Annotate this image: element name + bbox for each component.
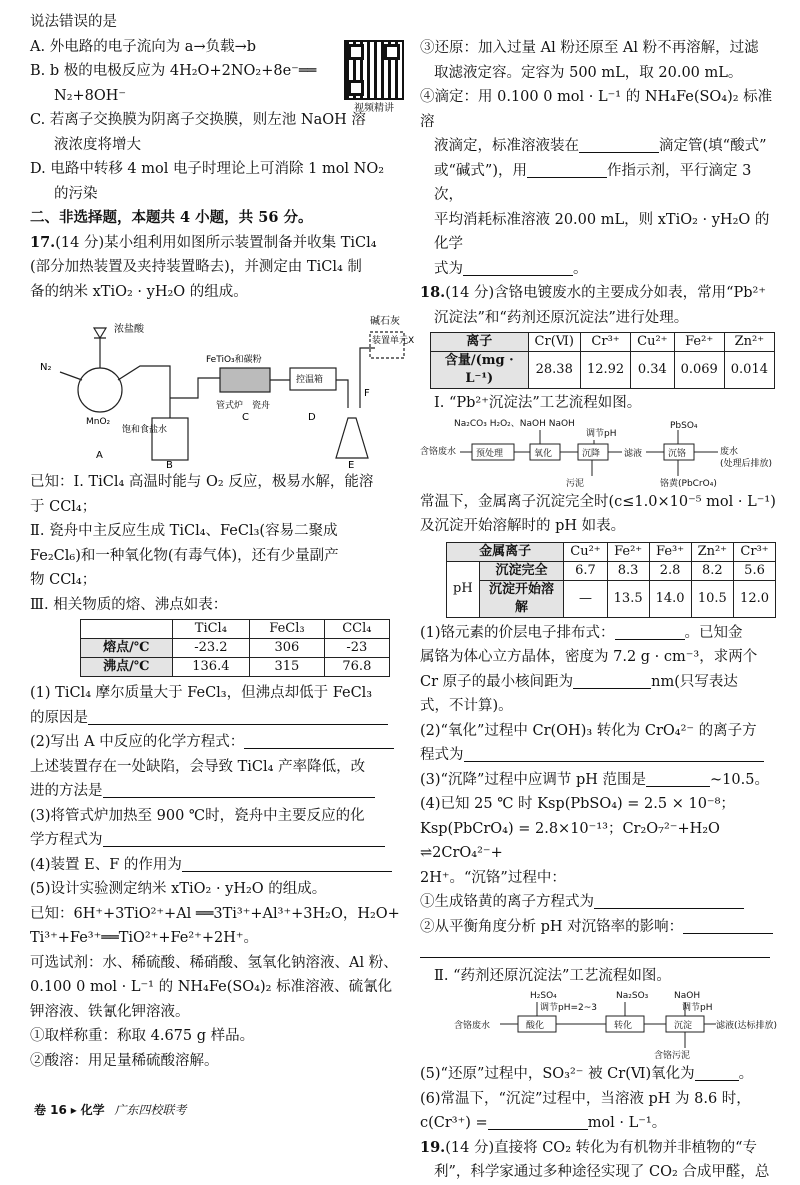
table-row: 熔点/℃ -23.2 306 -23: [81, 639, 390, 658]
subquestion: 已知：6H⁺+3TiO²⁺+Al ══3Ti³⁺+Al³⁺+3H₂O，H₂O+: [30, 905, 400, 922]
subquestion: (1)铬元素的价层电子排布式： 。已知金: [420, 621, 780, 646]
q16-option: N₂+8OH⁻: [54, 87, 127, 104]
flow-label: H₂SO₄: [530, 991, 557, 1001]
q18-number: 18.: [420, 284, 446, 301]
q16-tail: 说法错误的是: [30, 14, 117, 30]
flow-step: 滤液: [624, 448, 643, 459]
known-text: 已知：Ⅰ. TiCl₄ 高温时能与 O₂ 反应，极易水解，能溶: [30, 474, 374, 490]
known-text: 于 CCl₄；: [30, 498, 97, 515]
flow-step: 预处理: [476, 448, 504, 459]
q17-step: ③还原：加入过量 Al 粉还原至 Al 粉不再溶解，过滤: [420, 40, 759, 56]
flow-step: 沉铬: [668, 448, 687, 459]
flask-a: [78, 368, 122, 412]
tube-bc: [170, 378, 220, 398]
subquestion: (4)装置 E、F 的作用为: [30, 853, 408, 878]
q19-intro: 利”，科学家通过多种途径实现了 CO₂ 合成甲醛，总: [434, 1164, 770, 1180]
footer-subject: 化学: [80, 1103, 105, 1117]
diagram-label: FeTiO₃和碳粉: [206, 355, 262, 365]
flow-label: Na₂SO₃: [616, 991, 649, 1001]
q19-number: 19.: [420, 1138, 446, 1156]
tube-furnace: [220, 368, 270, 392]
flow-label: 铬黄(PbCrO₄): [660, 478, 717, 489]
apparatus-diagram: [30, 308, 415, 471]
flow-label: 废水: [720, 446, 739, 457]
subquestion: 上述装置存在一处缺陷，会导致 TiCl₄ 产率降低，改: [30, 758, 366, 775]
qr-code[interactable]: [342, 40, 406, 116]
q17-step: 取滤液定容。定容为 500 mL，取 20.00 mL。: [434, 64, 743, 81]
answer-blank[interactable]: [488, 1112, 588, 1130]
subquestion: 钾溶液、铁氰化钾溶液。: [30, 1003, 190, 1020]
diagram-label: 管式炉: [216, 401, 244, 411]
flow-label: PbSO₄: [670, 420, 698, 431]
subquestion: 式，不计算)。: [420, 698, 513, 714]
flow-label: (处理后排放): [720, 458, 773, 469]
diagram-label: 装置单元X: [372, 336, 415, 346]
subquestion: (6)常温下，“沉淀”过程中，当溶液 pH 为 8.6 时，: [420, 1090, 751, 1107]
subquestion: ②从平衡角度分析 pH 对沉铬率的影响：: [420, 915, 780, 940]
flow-step: 酸化: [526, 1021, 545, 1031]
answer-blank[interactable]: [463, 258, 573, 276]
paragraph: 及沉淀开始溶解时的 pH 如表。: [420, 518, 626, 534]
subquestion: Ksp(PbCrO₄) = 2.8×10⁻¹³；Cr₂O₇²⁻+H₂O ⇌2CrO₄²⁻+: [420, 820, 720, 861]
flow-label: 调节pH: [586, 428, 617, 439]
paragraph: 常温下，金属离子沉淀完全时(c≤1.0×10⁻⁵ mol · L⁻¹): [420, 493, 776, 510]
answer-blank[interactable]: [103, 780, 375, 798]
right-column: [420, 36, 780, 1185]
diagram-label: 碱石灰: [370, 316, 400, 327]
answer-blank[interactable]: [420, 940, 770, 958]
subquestion: (2)写出 A 中反应的化学方程式：: [30, 730, 408, 755]
answer-line: [420, 939, 780, 964]
q17-step: 平均消耗标准溶液 20.00 mL，则 xTiO₂ · yH₂O 的化学: [434, 211, 770, 252]
subquestion: (4)已知 25 ℃ 时 Ksp(PbSO₄) = 2.5 × 10⁻⁸；: [420, 796, 735, 812]
known-text: Ⅱ. 瓷舟中主反应生成 TiCl₄、FeCl₃(容易二聚成: [30, 523, 338, 539]
subquestion: 程式为: [420, 743, 780, 768]
known-text: 物 CCl₄；: [30, 572, 97, 588]
subquestion: (3)将管式炉加热至 900 ℃时，瓷舟中主要反应的化: [30, 807, 365, 824]
flow-label: 含铬废水: [420, 446, 457, 457]
flow1-title: Ⅰ. “Pb²⁺沉淀法”工艺流程如图。: [434, 395, 642, 411]
diagram-letter: B: [166, 460, 173, 471]
flow-label: 含铬污泥: [654, 1051, 691, 1061]
subquestion: Ti³⁺+Fe³⁺══TiO²⁺+Fe²⁺+2H⁺。: [30, 930, 258, 946]
subquestion: ①取样称重：称取 4.675 g 样品。: [30, 1028, 255, 1044]
q17-step: ④滴定：用 0.100 0 mol · L⁻¹ 的 NH₄Fe(SO₄)₂ 标准溶: [420, 89, 773, 130]
subquestion: 进的方法是: [30, 779, 408, 804]
table-row: 沉淀开始溶解 — 13.5 14.0 10.5 12.0: [447, 580, 776, 617]
flow-label: 滤液(达标排放): [716, 1021, 778, 1031]
ion-table: 离子 Cr(Ⅵ) Cr³⁺ Cu²⁺ Fe²⁺ Zn²⁺ 含量/(mg · L⁻¹) 28.38 12.92 0.34 0.069 0.014: [430, 332, 775, 389]
section-heading: 二、非选择题，本题共 4 小题，共 56 分。: [30, 209, 313, 226]
flow-label: Na₂CO₃ H₂O₂、NaOH NaOH: [454, 418, 575, 429]
subquestion: Cr 原子的最小核间距为 nm(只写表达: [420, 670, 780, 695]
answer-blank[interactable]: [579, 135, 659, 153]
flow-step: 沉降: [582, 448, 601, 459]
subquestion: 的原因是: [30, 706, 408, 731]
answer-blank[interactable]: [527, 160, 607, 178]
footer-school: 广东四校联考: [114, 1103, 187, 1117]
q18-intro: 18.(14 分)含铬电镀废水的主要成分如表，常用“Pb²⁺: [420, 284, 767, 301]
answer-blank[interactable]: [573, 671, 651, 689]
q17-intro: 备的纳米 xTiO₂ · yH₂O 的组成。: [30, 283, 248, 300]
diagram-label: N₂: [40, 362, 52, 373]
q17-intro: (部分加热装置及夹持装置略去)，并测定由 TiCl₄ 制: [30, 259, 362, 275]
q16-option: 液浓度将增大: [54, 136, 141, 153]
dropping-funnel: [94, 328, 106, 368]
q16-option: 的污染: [54, 185, 98, 202]
q16-option: A. 外电路的电子流向为 a→负载→b: [30, 38, 257, 55]
answer-blank[interactable]: [103, 829, 385, 847]
flow-label: NaOH: [674, 991, 701, 1001]
answer-blank[interactable]: [594, 891, 744, 909]
diagram-label: MnO₂: [86, 417, 111, 427]
answer-blank[interactable]: [244, 731, 394, 749]
qr-code-icon: [344, 40, 404, 100]
subquestion: (1) TiCl₄ 摩尔质量大于 FeCl₃，但沸点却低于 FeCl₃: [30, 685, 373, 701]
diagram-label: 瓷舟: [252, 401, 271, 411]
diagram-letter: A: [96, 450, 103, 461]
subquestion: (5)“还原”过程中，SO₃²⁻ 被 Cr(Ⅵ)氧化为 。: [420, 1062, 780, 1087]
table-row: pH 沉淀完全 6.7 8.3 2.8 8.2 5.6: [447, 561, 776, 580]
answer-blank[interactable]: [182, 854, 392, 872]
flow-label: 含铬废水: [454, 1021, 491, 1031]
diagram-letter: C: [242, 412, 249, 423]
subquestion: 学方程式为: [30, 828, 408, 853]
answer-blank[interactable]: [88, 707, 388, 725]
flow-step: 氧化: [534, 448, 553, 459]
q16-option: B. b 极的电极反应为 4H₂O+2NO₂+8e⁻══: [30, 63, 317, 79]
answer-blank[interactable]: [695, 1063, 739, 1081]
answer-blank[interactable]: [646, 769, 710, 787]
q17-step: 液滴定，标准溶液装在 滴定管(填“酸式”: [420, 134, 780, 159]
diagram-label: 饱和食盐水: [122, 425, 168, 435]
left-column: [30, 14, 415, 1073]
subquestion: (2)“氧化”过程中 Cr(OH)₃ 转化为 CrO₄²⁻ 的离子方: [420, 722, 757, 739]
q16-option: C. 若离子交换膜为阴离子交换膜，则左池 NaOH 溶: [30, 112, 366, 128]
subquestion: 属铬为体心立方晶体，密度为 7.2 g · cm⁻³，求两个: [420, 649, 758, 665]
answer-blank[interactable]: [464, 744, 764, 762]
diagram-letter: D: [308, 412, 316, 423]
q19-intro: 19.(14 分)直接将 CO₂ 转化为有机物并非植物的“专: [420, 1138, 758, 1156]
flow-label: 调节pH=2~3: [540, 1003, 598, 1013]
answer-blank[interactable]: [615, 622, 685, 640]
diagram-label: F: [364, 388, 370, 399]
table-row: 沸点/℃ 136.4 315 76.8: [81, 658, 390, 677]
q17-step: 或“碱式”)，用 作指示剂，平行滴定 3 次，: [420, 159, 780, 208]
subquestion: 2H⁺。“沉铬”过程中：: [420, 869, 566, 886]
diagram-label: 控温箱: [296, 375, 324, 385]
flow-step: 沉淀: [674, 1021, 693, 1031]
q17-intro: 17.(14 分)某小组利用如图所示装置制备并收集 TiCl₄: [30, 233, 377, 251]
footer-vol: 卷 16: [34, 1103, 67, 1117]
flow-label: 调节pH: [682, 1003, 713, 1013]
condenser-f: [360, 348, 375, 408]
table-row: 含量/(mg · L⁻¹) 28.38 12.92 0.34 0.069 0.014: [431, 352, 775, 389]
known-text: Fe₂Cl₆)和一种氧化物(有毒气体)，还有少量副产: [30, 547, 339, 564]
flask-e: [336, 418, 368, 458]
mp-table: TiCl₄ FeCl₃ CCl₄ 熔点/℃ -23.2 306 -23 沸点/℃ 136.4 315 76.8: [80, 619, 390, 677]
page-footer: [34, 1098, 186, 1123]
flow-diagram-1: [420, 416, 780, 490]
qr-label: 视频精讲: [354, 103, 394, 114]
subquestion: 0.100 0 mol · L⁻¹ 的 NH₄Fe(SO₄)₂ 标准溶液、硫氰化: [30, 979, 393, 995]
flow2-title: Ⅱ. “药剂还原沉淀法”工艺流程如图。: [434, 967, 671, 984]
subquestion: c(Cr³⁺) = mol · L⁻¹。: [420, 1111, 780, 1136]
arrow-icon: ▸: [70, 1103, 77, 1117]
q18-intro: 沉淀法”和“药剂还原沉淀法”进行处理。: [434, 309, 689, 326]
known-text: Ⅲ. 相关物质的熔、沸点如表：: [30, 596, 228, 613]
flow-label: 污泥: [566, 478, 585, 489]
subquestion: (5)设计实验测定纳米 xTiO₂ · yH₂O 的组成。: [30, 881, 327, 897]
subquestion: ①生成铬黄的离子方程式为: [420, 890, 780, 915]
subquestion: (3)“沉降”过程中应调节 pH 范围是 ~10.5。: [420, 768, 780, 793]
subquestion: ②酸溶：用足量稀硫酸溶解。: [30, 1052, 219, 1069]
q17-number: 17.: [30, 233, 56, 251]
q16-option: D. 电路中转移 4 mol 电子时理论上可消除 1 mol NO₂: [30, 161, 385, 177]
diagram-letter: E: [348, 460, 355, 471]
flow-diagram-2: [420, 988, 780, 1062]
q17-step: 式为 。: [420, 257, 780, 282]
flow-step: 转化: [614, 1021, 633, 1031]
answer-blank[interactable]: [683, 916, 773, 934]
subquestion: 可选试剂：水、稀硫酸、稀硝酸、氢氧化钠溶液、Al 粉、: [30, 954, 398, 971]
ph-table: 金属离子 Cu²⁺ Fe²⁺ Fe³⁺ Zn²⁺ Cr³⁺ pH 沉淀完全 6.7 8.3 2.8 8.2 5.6 沉淀开始溶解 — 13.5 14.0 10.5 12.0: [446, 542, 776, 618]
diagram-label: 浓盐酸: [114, 324, 144, 335]
